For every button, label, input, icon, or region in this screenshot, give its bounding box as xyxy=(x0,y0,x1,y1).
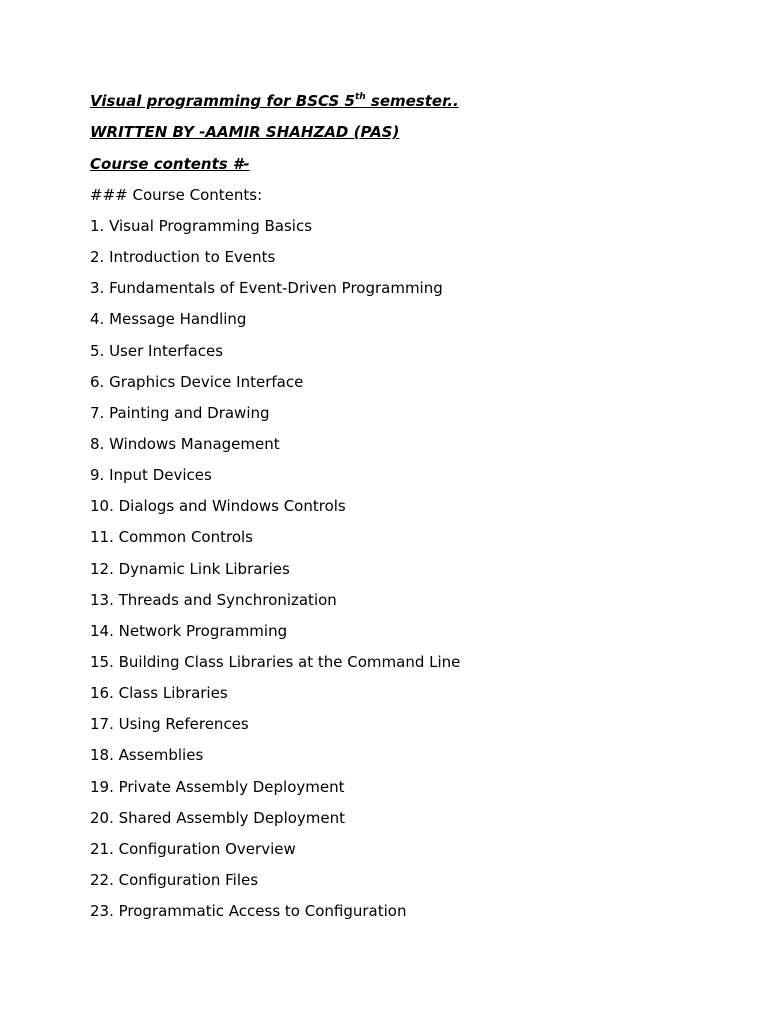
list-item: 16. Class Libraries xyxy=(90,684,228,703)
list-item: 21. Configuration Overview xyxy=(90,839,296,858)
list-item: 5. User Interfaces xyxy=(90,341,224,360)
list-item: 7. Painting and Drawing xyxy=(90,403,270,422)
author-line: WRITTEN BY -AAMIR SHAHZAD (PAS) xyxy=(90,123,400,142)
title-superscript: th xyxy=(354,92,366,102)
list-item: 8. Windows Management xyxy=(90,435,280,454)
list-item: 18. Assemblies xyxy=(90,746,204,765)
list-item: 3. Fundamentals of Event-Driven Programming xyxy=(90,279,443,298)
list-item: 14. Network Programming xyxy=(90,621,288,640)
list-item: 1. Visual Programming Basics xyxy=(90,217,313,236)
list-item: 6. Graphics Device Interface xyxy=(90,372,304,391)
list-item: 10. Dialogs and Windows Controls xyxy=(90,497,346,516)
title-suffix: semester.. xyxy=(365,92,459,110)
title-prefix: Visual programming for BSCS 5 xyxy=(90,92,355,110)
list-item: 23. Programmatic Access to Configuration xyxy=(90,902,407,921)
list-item: 22. Configuration Files xyxy=(90,870,259,889)
section-heading: Course contents #- xyxy=(90,154,250,173)
list-item: 4. Message Handling xyxy=(90,310,247,329)
contents-label: ### Course Contents: xyxy=(90,185,263,204)
course-contents-list xyxy=(90,216,730,932)
list-item: 19. Private Assembly Deployment xyxy=(90,777,345,796)
list-item: 12. Dynamic Link Libraries xyxy=(90,559,290,578)
list-item: 17. Using References xyxy=(90,715,249,734)
list-item: 11. Common Controls xyxy=(90,528,253,547)
document-page xyxy=(90,91,730,932)
document-title xyxy=(90,91,730,122)
list-item: 2. Introduction to Events xyxy=(90,248,276,267)
list-item: 9. Input Devices xyxy=(90,466,212,485)
list-item: 13. Threads and Synchronization xyxy=(90,590,337,609)
list-item: 20. Shared Assembly Deployment xyxy=(90,808,346,827)
list-item: 15. Building Class Libraries at the Command Line xyxy=(90,653,461,671)
